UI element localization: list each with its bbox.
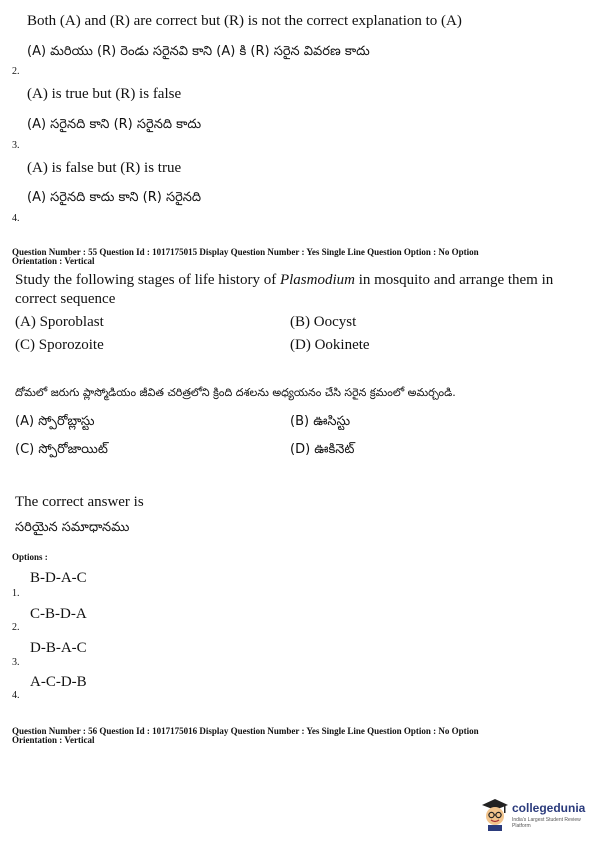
- option-2-english: (A) is true but (R) is false: [27, 86, 182, 102]
- question-56-meta-line2: Orientation : Vertical: [12, 735, 95, 745]
- watermark-tagline: India's Largest Student Review Platform: [512, 817, 581, 829]
- stem-italic-term: Plasmodium: [279, 272, 355, 288]
- option-number-3: 3.: [12, 140, 20, 151]
- answer-option-4[interactable]: A-C-D-B: [30, 674, 87, 690]
- item-a-telugu: (A) స్పోరోబ్లాస్టు: [15, 414, 95, 429]
- answer-option-1[interactable]: B-D-A-C: [30, 570, 87, 586]
- stem-prefix: Study the following stages of life history of: [15, 272, 280, 288]
- question-55-meta-line2: Orientation : Vertical: [12, 256, 95, 266]
- question-55-meta-line1: Question Number : 55 Question Id : 1017175015 Display Question Number : Yes Single Line Question Option : No Option: [12, 247, 479, 257]
- answer-option-number-4: 4.: [12, 690, 20, 701]
- answer-option-number-1: 1.: [12, 588, 20, 599]
- option-1-english: Both (A) and (R) are correct but (R) is not the correct explanation to (A): [27, 13, 462, 29]
- question-55-stem-telugu: దోమలో జరుగు ప్లాస్మోడియం జీవిత చరిత్రలోని క్రింది దశలను అధ్యయనం చేసి సరైన క్రమంలో అమర్చండి.: [15, 386, 456, 399]
- answer-option-2[interactable]: C-B-D-A: [30, 606, 87, 622]
- option-3-telugu: (A) సరైనది కాదు కాని (R) సరైనది: [27, 190, 202, 205]
- option-2-telugu: (A) సరైనది కాని (R) సరైనది కాదు: [27, 117, 202, 132]
- item-b-english: (B) Oocyst: [290, 314, 357, 330]
- question-55-stem: [15, 272, 553, 289]
- item-d-telugu: (D) ఊకినెట్: [290, 442, 355, 457]
- item-c-telugu: (C) స్పోరోజాయిట్: [15, 442, 108, 457]
- item-c-english: (C) Sporozoite: [15, 337, 104, 353]
- stem-suffix: in mosquito and arrange them in: [354, 272, 554, 288]
- answer-option-3[interactable]: D-B-A-C: [30, 640, 87, 656]
- question-56-meta-line1: Question Number : 56 Question Id : 1017175016 Display Question Number : Yes Single Line Question Option : No Option: [12, 726, 479, 736]
- option-1-telugu: (A) మరియు (R) రెండు సరైనవి కాని (A) కి (R) సరైన వివరణ కాదు: [27, 44, 370, 59]
- correct-answer-label-telugu: సరియైన సమాధానము: [15, 520, 130, 535]
- question-55-stem-line2: correct sequence: [15, 291, 116, 307]
- collegedunia-watermark: [480, 797, 590, 831]
- option-3-english: (A) is false but (R) is true: [27, 160, 182, 176]
- mascot-icon: [480, 797, 510, 831]
- watermark-name: collegedunia: [512, 801, 586, 815]
- answer-option-number-3: 3.: [12, 657, 20, 668]
- item-b-telugu: (B) ఊసిస్టు: [290, 414, 351, 429]
- option-number-4: 4.: [12, 213, 20, 224]
- options-label: Options :: [12, 552, 48, 562]
- correct-answer-label: The correct answer is: [15, 494, 144, 510]
- item-d-english: (D) Ookinete: [290, 337, 370, 353]
- answer-option-number-2: 2.: [12, 622, 20, 633]
- option-number-2: 2.: [12, 66, 20, 77]
- item-a-english: (A) Sporoblast: [15, 314, 104, 330]
